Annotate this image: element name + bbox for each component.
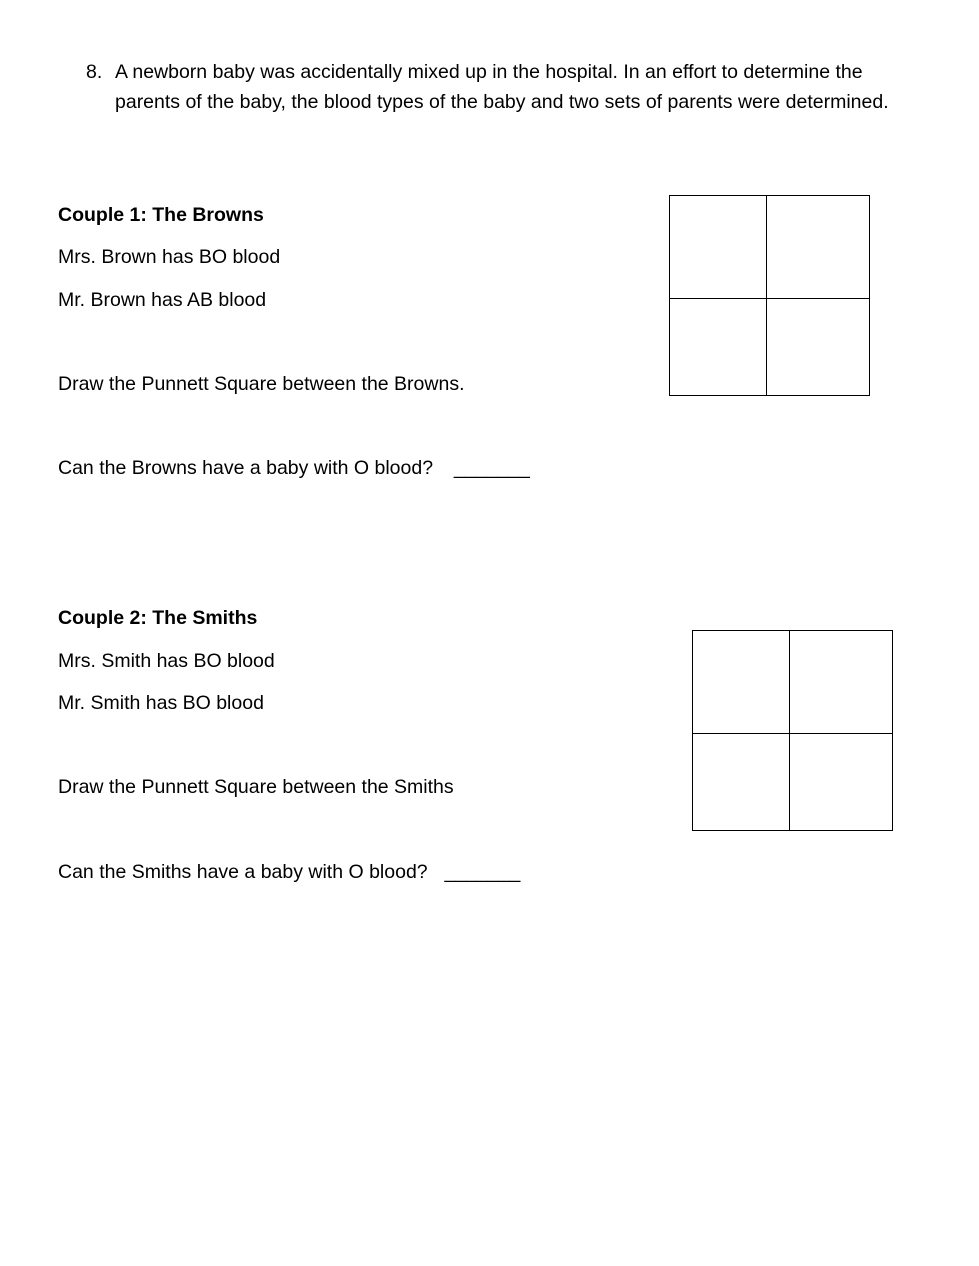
punnett-cell[interactable] xyxy=(693,735,789,830)
punnett-divider-horizontal xyxy=(693,733,892,734)
couple2-answer-blank[interactable]: _______ xyxy=(444,861,521,883)
punnett-divider-vertical xyxy=(789,631,790,830)
couple2-question xyxy=(58,858,520,888)
couple1-father: Mr. Brown has AB blood xyxy=(58,289,267,311)
couple1-instruction: Draw the Punnett Square between the Browns. xyxy=(58,373,465,395)
couple2-heading: Couple 2: The Smiths xyxy=(58,607,258,629)
couple1-question-text: Can the Browns have a baby with O blood? xyxy=(58,457,434,479)
punnett-divider-vertical xyxy=(766,196,767,395)
punnett-cell[interactable] xyxy=(670,196,766,298)
punnett-cell[interactable] xyxy=(768,196,869,298)
couple2-question-text: Can the Smiths have a baby with O blood? xyxy=(58,861,428,883)
couple2-mother: Mrs. Smith has BO blood xyxy=(58,650,275,672)
couple2-father: Mr. Smith has BO blood xyxy=(58,692,264,714)
punnett-cell[interactable] xyxy=(791,735,892,830)
punnett-divider-horizontal xyxy=(670,298,869,299)
couple1-heading: Couple 1: The Browns xyxy=(58,204,264,226)
couple1-answer-blank[interactable]: _______ xyxy=(453,457,530,479)
couple1-punnett-square xyxy=(669,195,870,396)
question-text: A newborn baby was accidentally mixed up in the hospital. In an effort to determine the parents of the baby, the blood types of the baby and two sets of parents were determined. xyxy=(115,61,889,113)
punnett-cell[interactable] xyxy=(791,631,892,733)
question-number: 8. xyxy=(86,61,103,83)
couple2-instruction: Draw the Punnett Square between the Smiths xyxy=(58,776,454,798)
couple1-mother: Mrs. Brown has BO blood xyxy=(58,246,281,268)
punnett-cell[interactable] xyxy=(670,300,766,395)
couple1-question xyxy=(58,454,530,484)
couple2-punnett-square xyxy=(692,630,893,831)
punnett-cell[interactable] xyxy=(768,300,869,395)
punnett-cell[interactable] xyxy=(693,631,789,733)
